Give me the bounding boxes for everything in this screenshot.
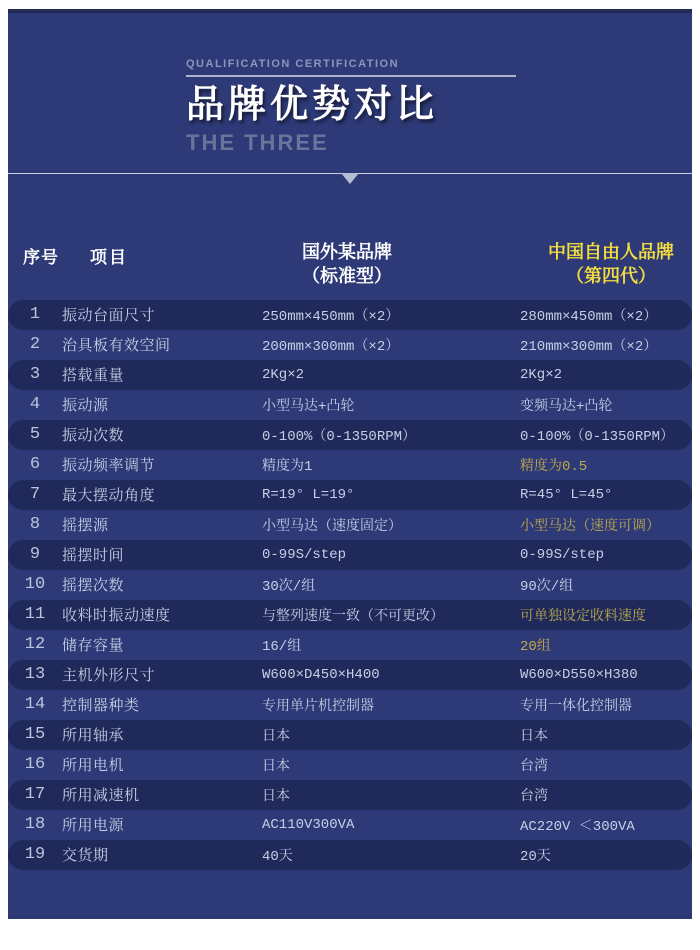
row-value-brand-b: 90次/组 — [520, 578, 574, 595]
column-header-brand-b — [511, 240, 700, 289]
row-number: 4 — [29, 395, 41, 415]
row-number: 1 — [29, 305, 41, 325]
row-item-label: 搭载重量 — [62, 367, 125, 385]
row-value-brand-b: W600×D550×H380 — [520, 666, 638, 683]
row-item-label: 治具板有效空间 — [62, 337, 171, 355]
row-value-brand-b: 2Kg×2 — [520, 366, 563, 383]
row-number: 17 — [24, 785, 46, 805]
row-value-brand-b: 变频马达+凸轮 — [520, 398, 613, 415]
section-divider — [8, 173, 692, 174]
row-value-brand-a: 专用单片机控制器 — [262, 698, 374, 715]
row-value-brand-a: 与整列速度一致（不可更改） — [262, 608, 444, 625]
table-row — [8, 570, 692, 600]
table-row — [8, 660, 692, 690]
row-item-label: 摇摆源 — [62, 517, 109, 535]
row-value-brand-a: 30次/组 — [262, 578, 316, 595]
row-value-brand-a: 0-100%（0-1350RPM） — [262, 428, 417, 445]
table-row — [8, 450, 692, 480]
row-value-brand-a: 精度为1 — [262, 458, 313, 475]
row-number: 16 — [24, 755, 46, 775]
row-item-label: 振动台面尺寸 — [62, 307, 156, 325]
row-number: 2 — [29, 335, 41, 355]
row-item-label: 储存容量 — [62, 637, 125, 655]
row-number: 3 — [29, 365, 41, 385]
row-item-label: 振动频率调节 — [62, 457, 156, 475]
brand-b-model: （第四代） — [566, 265, 656, 286]
row-number: 10 — [24, 575, 46, 595]
table-row — [8, 540, 692, 570]
row-value-brand-a: 250mm×450mm（×2） — [262, 308, 400, 325]
row-value-brand-b: AC220V ＜300VA — [520, 818, 635, 835]
comparison-panel — [8, 9, 692, 919]
table-row — [8, 810, 692, 840]
row-number: 8 — [29, 515, 41, 535]
row-value-brand-b: 0-99S/step — [520, 546, 605, 563]
brand-a-name: 国外某品牌 — [302, 241, 392, 262]
page-subtitle: THE THREE — [186, 129, 329, 155]
table-row — [8, 300, 692, 330]
column-header-item: 项目 — [90, 247, 128, 267]
brand-b-name: 中国自由人品牌 — [548, 241, 674, 262]
row-number: 13 — [24, 665, 46, 685]
table-row — [8, 390, 692, 420]
row-value-brand-b: 台湾 — [520, 788, 548, 805]
row-value-brand-a: 0-99S/step — [262, 546, 347, 563]
table-row — [8, 360, 692, 390]
row-value-brand-b: R=45° L=45° — [520, 486, 613, 503]
chevron-down-icon — [341, 173, 359, 184]
row-number: 5 — [29, 425, 41, 445]
row-item-label: 最大摆动角度 — [62, 487, 156, 505]
table-row — [8, 840, 692, 870]
row-number: 11 — [24, 605, 46, 625]
row-number: 12 — [24, 635, 46, 655]
brand-a-model: （标准型） — [302, 265, 392, 286]
table-row — [8, 720, 692, 750]
row-number: 6 — [29, 455, 41, 475]
row-value-brand-b: 台湾 — [520, 758, 548, 775]
row-item-label: 控制器种类 — [62, 697, 140, 715]
row-number: 15 — [24, 725, 46, 745]
table-row — [8, 630, 692, 660]
row-number: 19 — [24, 845, 46, 865]
row-number: 18 — [24, 815, 46, 835]
page-header — [8, 13, 692, 156]
column-header-number: 序号 — [23, 247, 59, 267]
page-title: 品牌优势对比 — [186, 84, 439, 126]
row-value-brand-b: 日本 — [520, 728, 548, 745]
table-row — [8, 780, 692, 810]
row-item-label: 主机外形尺寸 — [62, 667, 156, 685]
row-value-brand-a: R=19° L=19° — [262, 486, 355, 503]
row-value-brand-b: 0-100%（0-1350RPM） — [520, 428, 675, 445]
table-row — [8, 330, 692, 360]
row-item-label: 所用电机 — [62, 757, 125, 775]
table-row — [8, 420, 692, 450]
row-item-label: 摇摆时间 — [62, 547, 125, 565]
row-number: 9 — [29, 545, 41, 565]
eyebrow-text: QUALIFICATION CERTIFICATION — [186, 58, 516, 77]
row-value-brand-b: 20组 — [520, 638, 551, 655]
table-header-row — [8, 240, 692, 296]
row-item-label: 所用轴承 — [62, 727, 125, 745]
row-value-brand-a: 2Kg×2 — [262, 366, 305, 383]
table-body — [8, 300, 692, 870]
row-item-label: 所用减速机 — [62, 787, 140, 805]
row-item-label: 所用电源 — [62, 817, 125, 835]
row-value-brand-a: AC110V300VA — [262, 816, 355, 833]
table-row — [8, 690, 692, 720]
row-item-label: 交货期 — [62, 847, 109, 865]
row-value-brand-a: 小型马达（速度固定） — [262, 518, 402, 535]
row-number: 14 — [24, 695, 46, 715]
row-value-brand-a: 200mm×300mm（×2） — [262, 338, 400, 355]
row-item-label: 摇摆次数 — [62, 577, 125, 595]
table-row — [8, 750, 692, 780]
row-item-label: 振动源 — [62, 397, 109, 415]
table-row — [8, 510, 692, 540]
row-value-brand-a: 日本 — [262, 788, 290, 805]
row-value-brand-b: 20天 — [520, 848, 551, 865]
row-value-brand-b: 精度为0.5 — [520, 458, 588, 475]
table-row — [8, 600, 692, 630]
row-number: 7 — [29, 485, 41, 505]
row-value-brand-b: 可单独设定收料速度 — [520, 608, 646, 625]
row-value-brand-b: 280mm×450mm（×2） — [520, 308, 658, 325]
row-item-label: 收料时振动速度 — [62, 607, 171, 625]
row-value-brand-b: 专用一体化控制器 — [520, 698, 632, 715]
table-row — [8, 480, 692, 510]
row-value-brand-a: 16/组 — [262, 638, 302, 655]
row-value-brand-b: 210mm×300mm（×2） — [520, 338, 658, 355]
row-value-brand-a: 日本 — [262, 758, 290, 775]
row-value-brand-b: 小型马达（速度可调） — [520, 518, 660, 535]
row-value-brand-a: 40天 — [262, 848, 293, 865]
row-value-brand-a: 日本 — [262, 728, 290, 745]
column-header-brand-a — [247, 240, 447, 289]
row-value-brand-a: W600×D450×H400 — [262, 666, 380, 683]
row-item-label: 振动次数 — [62, 427, 125, 445]
row-value-brand-a: 小型马达+凸轮 — [262, 398, 355, 415]
